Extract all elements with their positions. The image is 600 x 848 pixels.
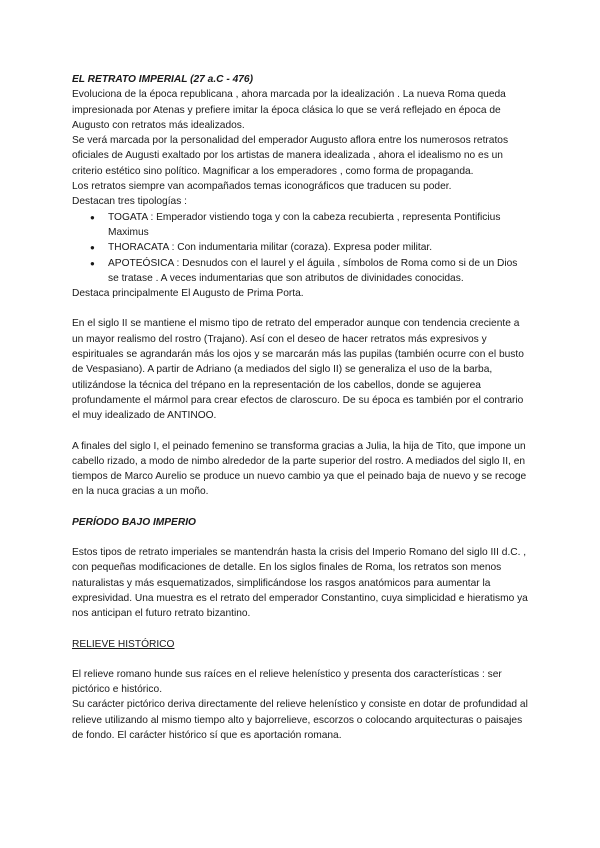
paragraph: Los retratos siempre van acompañados temas iconográficos que traducen su poder. — [72, 181, 452, 193]
section-heading-bajo-imperio: PERÍODO BAJO IMPERIO — [72, 516, 196, 528]
list-item-togata: ● TOGATA : Emperador vistiendo toga y con la cabeza recubierta , representa Pontificius Maximus — [108, 210, 530, 241]
section-title-retrato-imperial: EL RETRATO IMPERIAL (27 a.C - 476) — [72, 74, 253, 85]
paragraph-bajo-imperio: Estos tipos de retrato imperiales se mantendrán hasta la crisis del Imperio Romano del siglo III d.C. , con pequeñas modificaciones de detalle. En los siglos finales de Roma, los retratos son menos naturalistas y más esquematizados, simplificándose los rasgos anatómicos para aumentar la expresividad. Una muestra es el retrato del emperador Constantino, cuya simplicidad e hieratismo ya nos anticipan el futuro retrato bizantino. — [72, 547, 528, 620]
paragraph: Destacan tres tipologías : — [72, 196, 187, 208]
spacer — [72, 530, 530, 545]
paragraph: El relieve romano hunde sus raíces en el relieve helenístico y presenta dos características : ser pictórico e histórico. — [72, 668, 502, 696]
section-heading-relieve-historico: RELIEVE HISTÓRICO — [72, 638, 175, 650]
spacer — [72, 424, 530, 439]
list-item-thoracata: ● THORACATA : Con indumentaria militar (coraza). Expresa poder militar. — [108, 240, 530, 255]
paragraph-siglo-ii: En el siglo II se mantiene el mismo tipo de retrato del emperador aunque con tendencia creciente a un mayor realismo del rostro (Trajano). Así con el deseo de hacer retratos más expresivos y espirituales se agrandarán más los ojos y se marcarán más las pupilas (también ocurre con el busto de Vespasiano). A partir de Adriano (a mediados del siglo II) se generaliza el uso de la barba, utilizándose la técnica del trépano en la representación de los cabellos, donde se agujerea profundamente el mármol para crear efectos de claroscuro. De su época es también por el contrario el muy idealizado de ANTINOO. — [72, 318, 524, 422]
paragraph: Su carácter pictórico deriva directamente del relieve helenístico y consiste en dotar de profundidad al relieve utilizando al mismo tiempo alto y bajorrelieve, escorzos o colocando arquitecturas o paisajes de fondo. El carácter histórico sí que es aportación romana. — [72, 699, 528, 741]
paragraph: Se verá marcada por la personalidad del emperador Augusto aflora entre los numerosos retratos oficiales de Augusti exaltado por los artistas de manera idealizada , ahora el idealismo no es un criterio estético sino político. Magnificar a los emperadores , como forma de propaganda. — [72, 135, 509, 177]
typology-list — [72, 210, 530, 286]
paragraph-peinado: A finales del siglo I, el peinado femenino se transforma gracias a Julia, la hija de Tito, que impone un cabello rizado, a modo de nimbo alrededor de la parte superior del rostro. A mediados del siglo II, en tiempos de Marco Aurelio se produce un nuevo cambio ya que el peinado baja de nuevo y se recoge en la nuca gracias a un moño. — [72, 440, 527, 498]
spacer — [72, 622, 530, 637]
paragraph: Evoluciona de la época republicana , ahora marcada por la idealización . La nueva Roma queda impresionada por Atenas y prefiere imitar la época clásica lo que se verá reflejado en época de Augusto con retratos más idealizados. — [72, 89, 506, 131]
spacer — [72, 652, 530, 667]
list-item-apoteosica: ● APOTEÓSICA : Desnudos con el laurel y el águila , símbolos de Roma como si de un Dios se tratase . A veces indumentarias que son atributos de divinidades conocidas. — [108, 256, 530, 287]
paragraph: Destaca principalmente El Augusto de Prima Porta. — [72, 288, 304, 300]
spacer — [72, 500, 530, 515]
spacer — [72, 301, 530, 316]
